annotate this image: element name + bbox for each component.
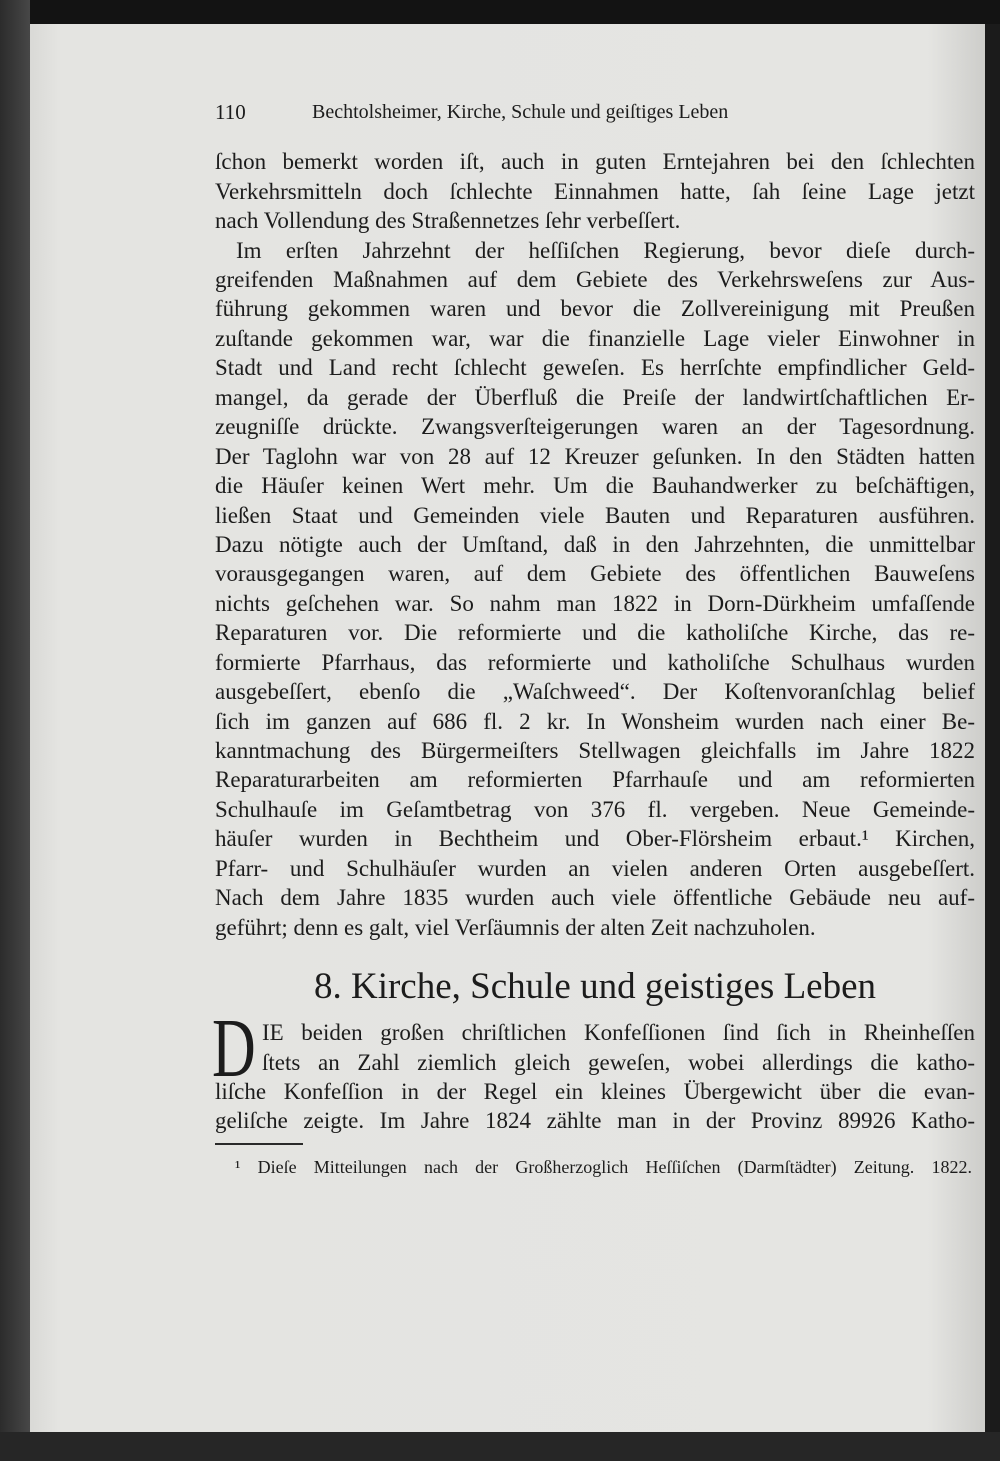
body-line: vorausgegangen waren, auf dem Gebiete des öffentlichen Bauweſens [215, 561, 975, 587]
body-line: Im erſten Jahrzehnt der heſſiſchen Regierung, bevor dieſe durch- [236, 237, 975, 263]
body-line: Reparaturarbeiten am reformierten Pfarrhauſe und am reformierten [215, 767, 975, 793]
section-line: geliſche zeigte. Im Jahre 1824 zählte man in der Provinz 89926 Katho- [215, 1107, 975, 1133]
body-line: formierte Pfarrhaus, das reformierte und katholiſche Schulhaus wurden [215, 649, 975, 675]
scan-border-left [0, 0, 30, 1461]
body-line: ſchon bemerkt worden iſt, auch in guten Erntejahren bei den ſchlechten [215, 149, 975, 175]
body-line: führung gekommen waren und bevor die Zollvereinigung mit Preußen [215, 296, 975, 322]
body-line: Verkehrsmitteln doch ſchlechte Einnahmen hatte, ſah ſeine Lage jetzt [215, 178, 975, 204]
body-line: Reparaturen vor. Die reformierte und die katholiſche Kirche, das re- [215, 620, 975, 646]
body-line: ausgebeſſert, ebenſo die „Waſchweed“. Der Koſtenvoranſchlag belief [215, 679, 975, 705]
body-line: Pfarr- und Schulhäuſer wurden an vielen anderen Orten ausgebeſſert. [215, 855, 975, 881]
body-line: Nach dem Jahre 1835 wurden auch viele öffentliche Gebäude neu auf- [215, 885, 975, 911]
body-line: mangel, da gerade der Überfluß die Preiſe der landwirtſchaftlichen Er- [215, 384, 975, 410]
section-text [215, 1018, 975, 1135]
body-line: zuſtande gekommen war, war die finanzielle Lage vieler Einwohner in [215, 325, 975, 351]
scan-border-bottom [0, 1432, 1000, 1461]
footnote-rule [215, 1143, 303, 1145]
body-text [215, 147, 975, 942]
body-line: greifenden Maßnahmen auf dem Gebiete des Verkehrsweſens zur Aus- [215, 267, 975, 293]
body-line: ſich im ganzen auf 686 fl. 2 kr. In Wonsheim wurden nach einer Be- [215, 708, 975, 734]
section-line: ſtets an Zahl ziemlich gleich geweſen, wobei allerdings die katho- [262, 1049, 975, 1075]
body-line: ließen Staat und Gemeinden viele Bauten und Reparaturen ausführen. [215, 502, 975, 528]
section-heading: 8. Kirche, Schule und geistiges Leben [313, 966, 877, 1007]
page-number: 110 [215, 100, 246, 124]
section-line: IE beiden großen chriſtlichen Konfeſſionen ſind ſich in Rheinheſſen [262, 1020, 975, 1046]
body-line: Dazu nötigte auch der Umſtand, daß in den Jahrzehnten, die unmittelbar [215, 531, 975, 557]
running-head: Bechtolsheimer, Kirche, Schule und geiſtiges Leben [312, 101, 729, 123]
scan-border-top [0, 0, 1000, 24]
body-line: nach Vollendung des Straßennetzes ſehr verbeſſert. [215, 208, 681, 234]
body-line: geführt; denn es galt, viel Verſäumnis der alten Zeit nachzuholen. [215, 914, 816, 940]
body-line: die Häuſer keinen Wert mehr. Um die Bauhandwerker zu beſchäftigen, [215, 473, 975, 499]
body-line: Stadt und Land recht ſchlecht geweſen. Es herrſchte empfindlicher Geld- [215, 355, 975, 381]
section-line: liſche Konfeſſion in der Regel ein kleines Übergewicht über die evan- [215, 1078, 975, 1104]
body-line: zeugniſſe drückte. Zwangsverſteigerungen waren an der Tagesordnung. [215, 414, 975, 440]
body-line: Schulhauſe im Geſamtbetrag von 376 fl. vergeben. Neue Gemeinde- [215, 796, 975, 822]
drop-cap: D [212, 1002, 256, 1095]
body-line: Der Taglohn war von 28 auf 12 Kreuzer geſunken. In den Städten hatten [215, 443, 975, 469]
body-line: nichts geſchehen war. So nahm man 1822 in Dorn-Dürkheim umfaſſende [215, 590, 975, 616]
footnote: ¹ Dieſe Mitteilungen nach der Großherzoglich Heſſiſchen (Darmſtädter) Zeitung. 1822. [235, 1157, 972, 1177]
body-line: kanntmachung des Bürgermeiſters Stellwagen gleichfalls im Jahre 1822 [215, 738, 975, 764]
body-line: häuſer wurden in Bechtheim und Ober-Flörsheim erbaut.¹ Kirchen, [215, 826, 975, 852]
